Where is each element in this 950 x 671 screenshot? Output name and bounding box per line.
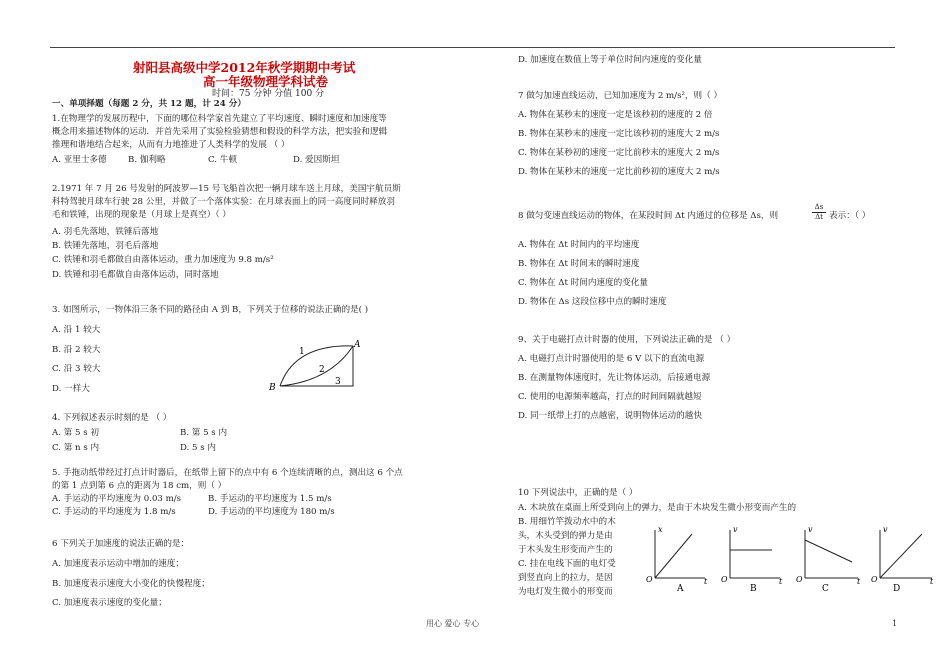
footer-motto: 用心 爱心 专心 xyxy=(426,619,480,628)
point-b-label: B xyxy=(269,383,276,393)
graph-b-origin: O xyxy=(721,575,728,584)
q1-option-b: B. 伽利略 xyxy=(128,155,166,165)
graph-a-letter: A xyxy=(677,584,684,594)
path-2-curve xyxy=(280,346,353,386)
graph-d-line xyxy=(880,534,922,578)
time-score-line: 时间：75 分钟 分值 100 分 xyxy=(212,89,325,99)
q8-option-a: A. 物体在 Δt 时间内的平均速度 xyxy=(518,240,640,250)
q7-stem: 7 做匀加速直线运动，已知加速度为 2 m/s²，则（ ） xyxy=(518,91,723,101)
q10-graphs xyxy=(640,520,940,600)
q7-option-d: D. 物体在某秒末的速度一定比前秒初的速度大 2 m/s xyxy=(518,167,720,177)
q1-line-2: 概念用来描述物体的运动．并首先采用了实验检验猜想和假设的科学方法，把实验和逻辑 xyxy=(52,127,388,137)
exam-subtitle: 高一年级物理学科试卷 xyxy=(203,74,329,89)
graph-a xyxy=(646,525,708,594)
q5-option-c: C. 手运动的平均速度为 1.8 m/s xyxy=(52,507,176,517)
q9-option-d: D. 同一纸带上打的点越密，说明物体运动的越快 xyxy=(518,411,702,421)
q3-option-a: A. 沿 1 较大 xyxy=(52,325,101,335)
graph-a-t-label: t xyxy=(704,577,708,586)
q5-option-b: B. 手运动的平均速度为 1.5 m/s xyxy=(208,494,332,504)
q4-stem: 4. 下列叙述表示时刻的是 （ ） xyxy=(52,413,172,423)
q10-line-b1: B. 用细竹竿拨动水中的木 xyxy=(518,517,616,527)
q1-option-a: A. 亚里士多德 xyxy=(52,155,107,165)
q10-line-b2: 头，木头受到的弹力是由 xyxy=(518,531,613,541)
q10-option-a: A. 木块放在桌面上所受到向上的弹力，是由于木块发生微小形变而产生的 xyxy=(518,503,797,513)
q9-option-b: B. 在测量物体速度时，先让物体运动，后接通电源 xyxy=(518,373,711,383)
q1-line-3: 推理和谐地结合起来，从而有力地推进了人类科学的发展 （ ） xyxy=(52,140,290,150)
q6-option-c: C. 加速度表示速度的变化量； xyxy=(52,598,167,608)
q9-stem: 9、关于电磁打点计时器的使用，下列说法正确的是 （ ） xyxy=(518,335,736,345)
q4-option-a: A. 第 5 s 初 xyxy=(52,428,99,438)
q10-stem: 10 下列说法中，正确的是（ ） xyxy=(518,488,638,498)
path-1-label: 1 xyxy=(299,347,305,357)
page-number: 1 xyxy=(892,619,898,628)
graph-d-origin: O xyxy=(871,575,878,584)
q8-fraction xyxy=(812,203,826,222)
q10-line-c2: 到竖直向上的拉力，是因 xyxy=(518,573,613,583)
q5-option-a: A. 手运动的平均速度为 0.03 m/s xyxy=(52,494,182,504)
graph-c-letter: C xyxy=(822,584,829,594)
exam-title: 射阳县高级中学2012年秋学期期中考试 xyxy=(133,60,356,75)
q2-line-2: 科特驾驶月球车行驶 28 公里，并做了一个落体实验：在月球表面上的同一高度同时释放羽 xyxy=(52,197,395,207)
graph-c-t-label: t xyxy=(857,577,861,586)
graph-b-t-label: t xyxy=(779,577,783,586)
graph-d xyxy=(871,525,934,594)
graph-c-line xyxy=(805,540,852,562)
graph-c-y-label: v xyxy=(808,525,813,534)
graph-b-letter: B xyxy=(750,584,757,594)
q1-line-1: 1.在物理学的发展历程中，下面的哪位科学家首先建立了平均速度、瞬时速度和加速度等 xyxy=(52,114,387,124)
q2-option-b: B. 铁锤先落地，羽毛后落地 xyxy=(52,241,159,251)
q8-fraction-numerator: Δs xyxy=(812,203,826,213)
q6-option-d: D. 加速度在数值上等于单位时间内速度的变化量 xyxy=(518,55,702,65)
q9-option-c: C. 使用的电源频率越高，打点的时间间隔就越短 xyxy=(518,392,702,402)
q4-option-c: C. 第 n s 内 xyxy=(52,443,100,453)
graph-d-y-label: v xyxy=(883,525,888,534)
q10-line-c1: C. 挂在电线下面的电灯受 xyxy=(518,559,616,569)
q8-option-c: C. 物体在 Δt 时间内速度的变化量 xyxy=(518,278,648,288)
q2-option-a: A. 羽毛先落地，铁锤后落地 xyxy=(52,227,159,237)
path-3-lines xyxy=(280,346,353,386)
header-rule xyxy=(50,47,895,48)
q2-option-c: C. 铁锤和羽毛都做自由落体运动，重力加速度为 9.8 m/s² xyxy=(52,255,274,265)
q5-line-2: 的第 1 点到第 6 点的距离为 18 cm，则（ ） xyxy=(52,481,227,491)
point-a-label: A xyxy=(354,340,361,350)
graph-a-y-label: x xyxy=(658,525,663,534)
q5-line-1: 5. 手拖动纸带经过打点计时器后，在纸带上留下的点中有 6 个连续清晰的点，测出这 6 个点 xyxy=(52,468,403,478)
q7-option-b: B. 物体在某秒末的速度一定比该秒初的速度大 2 m/s xyxy=(518,129,720,139)
graph-c xyxy=(796,525,861,594)
q2-line-3: 毛和铁锤，出现的现象是（月球上是真空）（ ） xyxy=(52,210,231,220)
q3-stem: 3. 如图所示，一物体沿三条不同的路径由 A 到 B，下列关于位移的说法正确的是( ) xyxy=(52,305,369,315)
graph-a-line xyxy=(655,534,692,578)
q7-option-c: C. 物体在某秒初的速度一定比前秒末的速度大 2 m/s xyxy=(518,148,720,158)
q9-option-a: A. 电磁打点计时器使用的是 6 V 以下的直流电源 xyxy=(518,354,705,364)
path-2-label: 2 xyxy=(319,365,325,375)
q8-stem: 8 做匀变速直线运动的物体，在某段时间 Δt 内通过的位移是 Δs，则 xyxy=(518,211,779,221)
q6-option-b: B. 加速度表示速度大小变化的快慢程度； xyxy=(52,579,210,589)
path-3-label: 3 xyxy=(335,377,341,387)
graph-b-y-label: v xyxy=(733,525,738,534)
section-heading: 一、单项择题（每题 2 分，共 12 题，计 24 分） xyxy=(52,99,246,109)
q8-fraction-denominator: Δt xyxy=(815,213,823,221)
q2-line-1: 2.1971 年 7 月 26 号发射的阿波罗—15 号飞船首次把一辆月球车送上月球，美国宇航员斯 xyxy=(52,184,401,194)
q7-option-a: A. 物体在某秒末的速度一定是该秒初的速度的 2 倍 xyxy=(518,110,713,120)
q8-option-d: D. 物体在 Δs 这段位移中点的瞬时速度 xyxy=(518,297,667,307)
q6-option-a: A. 加速度表示运动中增加的速度； xyxy=(52,559,184,569)
graph-d-t-label: t xyxy=(930,577,934,586)
q2-option-d: D. 铁锤和羽毛都做自由落体运动，同时落地 xyxy=(52,270,219,280)
q4-option-b: B. 第 5 s 内 xyxy=(180,428,228,438)
q1-option-d: D. 爱因斯坦 xyxy=(293,155,340,165)
q3-path-figure xyxy=(265,336,365,394)
q10-line-b3: 于木头发生形变而产生的 xyxy=(518,545,613,555)
q3-option-b: B. 沿 2 较大 xyxy=(52,345,101,355)
q6-stem: 6 下列关于加速度的说法正确的是： xyxy=(52,539,190,549)
q8-option-b: B. 物体在 Δt 时间末的瞬时速度 xyxy=(518,259,640,269)
q8-stem-end: 表示：（ ） xyxy=(829,211,871,221)
q5-option-d: D. 手运动的平均速度为 180 m/s xyxy=(208,507,335,517)
q10-line-c3: 为电灯发生微小的形变而 xyxy=(518,587,613,597)
q4-option-d: D. 5 s 内 xyxy=(180,443,216,453)
graph-d-letter: D xyxy=(893,584,901,594)
graph-b xyxy=(721,525,783,594)
q1-option-c: C. 牛顿 xyxy=(208,155,237,165)
graph-c-origin: O xyxy=(796,575,803,584)
path-1-curve xyxy=(280,346,353,386)
q3-option-d: D. 一样大 xyxy=(52,384,90,394)
q3-option-c: C. 沿 3 较大 xyxy=(52,364,101,374)
graph-a-origin: O xyxy=(646,575,653,584)
